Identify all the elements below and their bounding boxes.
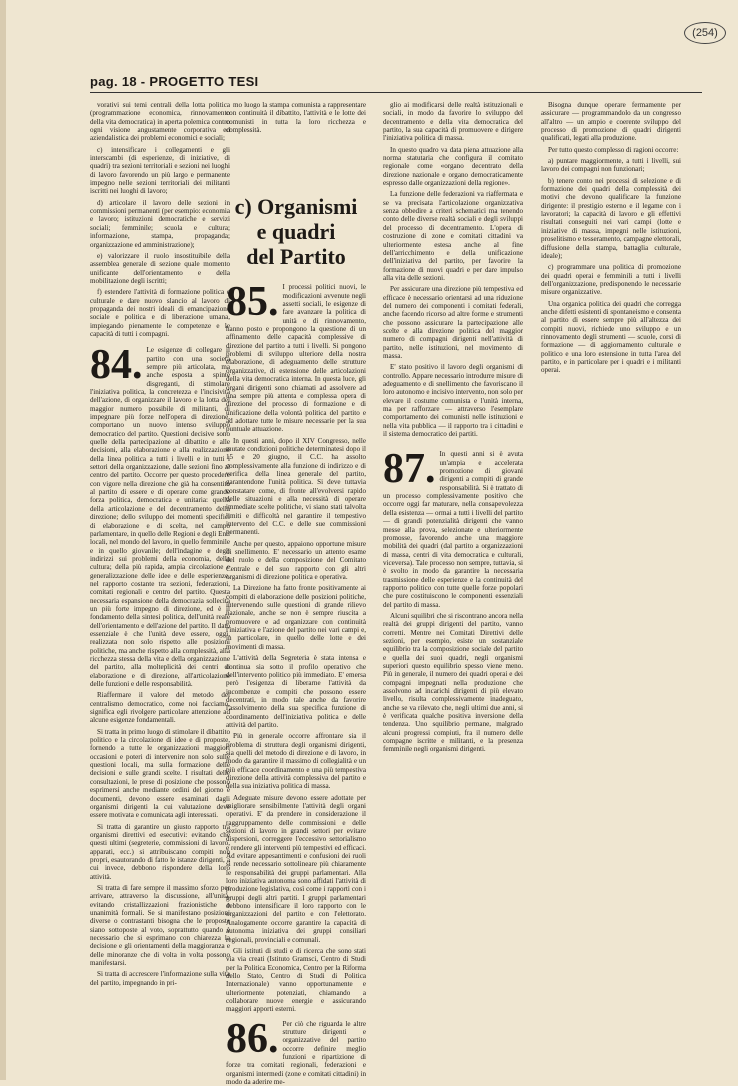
section-84	[90, 342, 230, 689]
paragraph: In questo quadro va data piena attuazione alla norma statutaria che configura il comitato regionale come «organo decentrato della direzione nazionale e organo democraticamente espresso dalle organizzazioni della regione».	[383, 145, 523, 188]
paragraph: glio ai modificarsi delle realtà istituzionali e sociali, in modo da favorire lo sviluppo del decentramento e della vita democratica del partito, la sua capacità di promuovere e dirigere l'iniziativa politica di massa.	[383, 101, 523, 143]
paragraph: Alcuni squilibri che si riscontrano ancora nella realtà dei gruppi dirigenti del partito, vanno corretti. Mentre nei Comitati Direttivi delle sezioni, per esempio, esiste un sostanziale equilibrio tra la composizione sociale del partito e quella dei suoi quadri, negli organismi superiori questo equilibrio spesso viene meno. Più in generale, il numero dei quadri operai e dei compagni impegnati nella produzione che assolvono ad incarichi dirigenti di più elevato livello, risulta complessivamente inadeguato, anche se va rilevato che, negli ultimi due anni, si è verificata qualche positiva inversione della tendenza. Uno squilibrio permane, malgrado alcuni progressi compiuti, fra il numero delle compagne iscritte e militanti, e la presenza femminile negli organismi dirigenti.	[383, 611, 523, 754]
section-number-84: 84.	[90, 342, 143, 389]
page-number-stamp: (254)	[684, 22, 726, 44]
paragraph: Riaffermare il valore del metodo del centralismo democratico, come noi facciamo, significa egli rivolgere particolare attenzione ad alcune esigenze fondamentali.	[90, 691, 230, 725]
page-edge	[0, 0, 6, 1080]
section-title	[226, 194, 366, 269]
section-text: I processi politici nuovi, le modificazioni avvenute negli assetti sociali, le esigenze di fare avanzare la politica di unità e di rinnovamento, hanno posto e propongono la questione di un affinamento delle capacità complessive di direzione del partito a tutti i livelli. Si pongono problemi di sviluppo ulteriore della nostra elaborazione, di adeguamento delle strutture organizzative, di estensione delle articolazioni della vita democratica interna. In questa luce, gli organi dirigenti sono chiamati ad assolvere ad una sempre più attenta e complessa opera di direzione del processo di formazione e di unificazione della volontà politica del partito e ad adottare tutte le misure necessarie per la sua puntuale attuazione.	[226, 283, 366, 434]
column-4	[541, 101, 681, 1046]
paragraph: L'attività della Segreteria è stata intensa e continua sia sotto il profilo operativo che dell'intervento politico più immediato. E' emersa però l'esigenza di liberarne l'attività da incombenze e compiti che possono essere decentrati, in modo tale anche da favorire l'assolvimento della sua specifica funzione di coordinamento dell'iniziativa politica e delle attività del partito.	[226, 654, 366, 729]
paragraph: Anche per questo, appaiono opportune misure di snellimento. E' necessario un attento esame del ruolo e della composizione del Comitato Centrale e del suo rapporto con gli altri organismi di direzione politica e operativa.	[226, 539, 366, 582]
paragraph: b) tenere conto nei processi di selezione e di formazione dei quadri della complessità dei motivi che devono qualificare la funzione dirigente: il prestigio esterno e il legame con i lavoratori; la capacità di lavoro e gli effettivi risultati conseguiti nei vari campi (lotte e iniziative di massa, impegni nelle istituzioni, proselitismo e tesseramento, campagne elettorali, diffusione della stampa, battaglia culturale, ideale);	[541, 176, 681, 260]
paragraph: Più in generale occorre affrontare sia il problema di struttura degli organismi dirigenti, sia quelli del metodo di direzione e di lavoro, in modo da garantire il massimo di collegialità e un più efficace coordinamento e una più tempestiva direzione della attività complessiva del partito e della sua iniziativa politica di massa.	[226, 732, 366, 791]
paragraph: Gli istituti di studi e di ricerca che sono stati via via creati (Istituto Gramsci, Centro di Studi per la Politica Economica, Centro per la Riforma dello Stato, Centro di Studi di Politica Internazionale) vanno opportunamente e ulteriormente potenziati, chiamando a collaborare nuove energie e assicurando maggiori apporti esterni.	[226, 946, 366, 1014]
section-text: Le esigenze di collegare il partito con una società sempre più articolata, ma anche esposta a spinte disgreganti, di stimolare l'iniziativa politica, la concretezza e l'incisività dell'azione, di organizzare il lavoro e la lotta del maggior numero possibile di militanti, di impegnare più forze nell'opera di direzione, comportano un nuovo intenso sviluppo democratico del partito. Questioni decisive sono quelle della partecipazione al dibattito e alle decisioni, alla elaborazione e alla realizzazione della linea politica a tutti i livelli e in tutti i settori della organizzazione, dalle sezioni fino al centro del partito. Occorre per questo procedere con vigore nella direzione che già ha consentito al partito di essere e di operare come grande forza politica, democratica e unitaria: quella della articolazione e del decentramento della direzione; dello sviluppo dei momenti specifici di elaborazione e di scelta, nel campo parlamentare, in quello delle Regioni e degli Enti locali, nel mondo del lavoro, in quello femminile e in quello giovanile; dell'indagine e degli indirizzi sui problemi della economia, della cultura; della più rapida, ampia circolazione e generalizzazione delle idee e delle esperienze, nel rapporto costante tra sezioni, federazioni, comitati regionali e centro del partito. Questa necessaria espansione della democrazia sollecita un più forte impegno di direzione, ed è il fondamento della sintesi politica, dell'unità reale dell'orientamento e dell'azione del partito. Il dato essenziale è che l'unità deve essere, oggi, realizzata non solo rispetto alle posizioni politiche, ma anche rispetto alla complessità, alla ricchezza stessa della vita e della organizzazione del partito, alla molteplicità dei centri di elaborazione e di direzione, all'articolazione delle funzioni e delle responsabilità.	[90, 346, 230, 689]
paragraph: Si tratta di garantire un giusto rapporto tra organismi direttivi ed esecutivi: evitando che questi ultimi (segreterie, commissioni di lavoro, apparati, ecc.) si attribuiscano compiti non propri, esautorando di fatto le istanze dirigenti, a cui invece, debbono rispondere della loro attività.	[90, 822, 230, 881]
section-85	[226, 279, 366, 434]
paragraph: La Direzione ha fatto fronte positivamente ai compiti di elaborazione delle posizioni politiche, intervenendo sulle questioni di grande rilievo nazionale, anche se non è sempre riuscita a promuovere e ad organizzare con continuità l'iniziativa e l'azione del partito nei vari campi e, in particolare, in quello delle lotte e dei movimenti di massa.	[226, 584, 366, 651]
column-3	[383, 101, 523, 1046]
column-2	[226, 101, 366, 1086]
paragraph: Si tratta di fare sempre il massimo sforzo per arrivare, attraverso la discussione, all'unità, evitando cristallizzazioni frazionistiche o unanimità formali. Se si manifestano posizioni diverse o contrastanti bisogna che le proposte siano sottoposte al voto, soprattutto quando è necessario che si esprimano con chiarezza la decisione e gli orientamenti della maggioranza e delle minoranze che di volta in volta possono manifestarsi.	[90, 883, 230, 968]
paragraph: c) intensificare i collegamenti e gli interscambi (di esperienze, di iniziative, di quadri) tra sezioni territoriali e sezioni nei luoghi di lavoro favorendo un più largo e permanente impegno nelle sezioni territoriali dei militanti iscritti nei luoghi di lavoro;	[90, 145, 230, 196]
title-line: del Partito	[246, 244, 346, 270]
paragraph: Adeguate misure devono essere adottate per migliorare sensibilmente l'attività degli organi operativi. E' da prendere in considerazione il raggruppamento delle commissioni e delle sezioni di lavoro in grandi settori per evitare dispersioni, correggere l'eccessivo settorialismo e rendere gli interventi più tempestivi ed efficaci. Ad evitare appesantimenti e confusioni dei ruoli si rende necessario sottolineare più chiaramente le responsabilità dei gruppi parlamentari. Alla loro iniziativa autonoma sono affidati l'attività di produzione legislativa, così come i rapporti con i gruppi degli altri partiti. I gruppi parlamentari debbono intensificare il loro rapporto con le organizzazioni del partito e con l'elettorato. Analogamente occorre garantire la capacità di autonoma iniziativa dei gruppi consiliari regionali, provinciali e comunali.	[226, 793, 366, 944]
page-header: pag. 18 - PROGETTO TESI	[90, 74, 259, 89]
paragraph: d) articolare il lavoro delle sezioni in commissioni permanenti (per esempio: economia e lavoro; istituzioni democratiche e servizi sociali; femminile; scuola e cultura; informazione, stampa, propaganda; organizzazione ed amministrazione);	[90, 198, 230, 249]
section-86	[226, 1015, 366, 1086]
paragraph: Per tutto questo complesso di ragioni occorre:	[548, 145, 679, 154]
paragraph: Si tratta in primo luogo di stimolare il dibattito politico e la circolazione di idee e di proposte, fornendo a tutte le organizzazioni maggiori occasioni e poteri di intervenire non solo sulle questioni locali, ma sulla formazione delle decisioni e sulle grandi scelte. I risultati delle consultazioni, le prese di posizione che possono esprimersi anche mediante ordini del giorno e documenti, devono essere esaminati dagli organismi dirigenti la cui valutazione deve essere motivata e comunicata agli interessati.	[90, 727, 230, 820]
section-number-85: 85.	[226, 279, 279, 326]
paragraph: mo luogo la stampa comunista a rappresentare con continuità il dibattito, l'attività e le lotte dei comunisti in tutta la loro ricchezza e complessità.	[226, 101, 366, 135]
paragraph: La funzione delle federazioni va riaffermata e se va precisata l'articolazione organizzativa senza obbedire a criteri schematici ma tenendo conto delle diverse realtà sociali e degli sviluppi del processo di decentramento. L'opera di costruzione di zone e comitati cittadini va ulteriormente estesa anche al fine dell'arricchimento e della unificazione dell'iniziativa del partito, per favorire la formazione di nuovi quadri e per dare impulso alla vita delle sezioni.	[383, 190, 523, 282]
header-rule	[90, 92, 702, 93]
section-87	[383, 446, 523, 609]
paragraph: E' stato positivo il lavoro degli organismi di controllo. Appare necessario introdurre misure di adeguamento e di snellimento che favoriscano il loro autonomo e incisivo intervento, non solo per elevare il costume comunista e l'unità interna, ma per rafforzare — attraverso l'esemplare comportamento dei comunisti nelle istituzioni e nella vita pubblica — il rapporto tra i cittadini e il sistema democratico dei partiti.	[383, 363, 523, 439]
paragraph: Si tratta di accrescere l'informazione sulla vita del partito, impegnando in pri-	[90, 970, 230, 987]
paragraph: In questi anni, dopo il XIV Congresso, nelle mutate condizioni politiche determinatesi dopo il 15 e 20 giugno, il C.C. ha assolto complessivamente alla funzione di indirizzo e di verifica della linea generale del partito, garantendone l'unità politica. Si deve tuttavia constatare come, di fronte all'evolversi rapido delle situazioni e alla necessità di operare immediate scelte politiche, vi siano stati talvolta limiti e difficoltà nel garantire il tempestivo intervento del C.C. e delle sue commissioni permanenti.	[226, 436, 366, 537]
paragraph: a) puntare maggiormente, a tutti i livelli, sui lavoro dei compagni non funzionari;	[541, 157, 681, 174]
paragraph: e) valorizzare il ruolo insostituibile della assemblea generale di sezione quale momento unificante dell'orientamento e della mobilitazione degli iscritti;	[90, 251, 230, 285]
paragraph: Una organica politica dei quadri che corregga anche difetti esistenti di spontaneismo e consenta al partito di essere sempre più all'altezza dei compiti nuovi, richiede uno sviluppo e un rinnovamento degli strumenti — scuole, corsi di formazione — di aggiornamento culturale e politico e una loro estensione in tutta l'area del partito, e in particolare per i quadri e i militanti operai.	[541, 299, 681, 375]
paragraph: f) estendere l'attività di formazione politica e culturale e dare nuovo slancio al lavoro di propaganda dei nostri ideali di emancipazione sociale e politica e di liberazione umana, impiegando pienamente le competenze e le capacità di tutti i compagni.	[90, 288, 230, 338]
section-text: In questi anni si è avuta un'ampia e accelerata promozione di giovani dirigenti a compiti di grande responsabilità. Si è trattato di un processo complessivamente positivo che occorre oggi far maturare, nella consapevolezza della esistenza — ormai a tutti i livelli del partito — di grandi potenzialità dirigenti che vanno messe alla prova, selezionate e ulteriormente promosse, favorendo anche una maggiore mobilità dei quadri (dal partito a organizzazioni di massa, centri di vita democratica e culturali, viceversa). Tale processo non sempre, tuttavia, si è svolto in modo da garantire la necessaria trasmissione delle esperienze e la continuità del rapporto politico con tutte quelle forze popolari che pure costituiscono le componenti essenziali del partito di massa.	[383, 450, 523, 609]
paragraph: c) programmare una politica di promozione dei quadri operai e femminili a tutti i livelli dell'organizzazione, predisponendo le necessarie misure organizzative.	[541, 263, 681, 297]
section-number-87: 87.	[383, 446, 436, 493]
paragraph: Per assicurare una direzione più tempestiva ed efficace è necessario orientarsi ad una riduzione del numero dei componenti i comitati federali, anche facendo ricorso ad altre forme e strumenti che possono assicurare la partecipazione alle scelte e alla direzione politica del maggior numero di compagni dirigenti nell'attività di partito, nelle istituzioni, nel movimento di massa.	[383, 285, 523, 360]
title-line: c) Organismi	[234, 194, 358, 220]
paragraph: vorativi sui temi centrali della lotta politica (programmazione economica, rinnovamento della vita democratica) in aperta polemica contro ogni visione angustamente corporativa ed aziendalistica dei problemi economici e sociali;	[90, 101, 230, 143]
paragraph: Bisogna dunque operare fermamente per assicurare — programmandolo da un congresso all'altro — un ampio e coerente sviluppo del processo di promozione di quadri dirigenti qualificati, legati alla produzione.	[541, 101, 681, 143]
section-text: Per ciò che riguarda le altre strutture dirigenti e organizzative del partito occorre definire meglio funzioni e ripartizione di forze tra comitati regionali, federazioni e organismi intermedi (zone e comitati cittadini) in modo da aderire me-	[226, 1019, 366, 1086]
title-line: e quadri	[256, 219, 336, 245]
column-1	[90, 101, 230, 1051]
section-number-86: 86.	[226, 1015, 279, 1062]
